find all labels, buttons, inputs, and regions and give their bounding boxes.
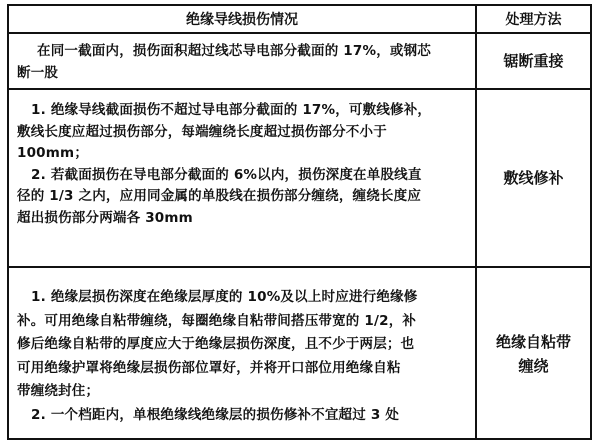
row-3-method bbox=[477, 268, 590, 440]
row-1-line-2: 断一股 bbox=[17, 64, 59, 81]
row-3-line-6: 2. 一个档距内，单根绝缘线绝缘层的损伤修补不宜超过 3 处 bbox=[31, 406, 400, 423]
row-3-method-line-2: 缠绕 bbox=[518, 357, 549, 375]
header-condition-text: 绝缘导线损伤情况 bbox=[186, 12, 298, 28]
row-3-line-5: 带缠绕封住； bbox=[17, 383, 100, 399]
row-2-line-6: 超出损伤部分两端各 30mm bbox=[17, 209, 193, 226]
row-2-line-3: 100mm； bbox=[17, 145, 89, 161]
row-3-line-2: 补。可用绝缘自粘带缠绕，每圈绝缘自粘带间搭压带宽的 1/2，补 bbox=[17, 312, 417, 329]
row-1-condition bbox=[9, 34, 475, 88]
row-3-line-4: 可用绝缘护罩将绝缘层损伤部位罩好，并将开口部位用绝缘自粘 bbox=[17, 359, 401, 376]
row-2-line-2: 敷线长度应超过损伤部分，每端缠绕长度超过损伤部分不小于 bbox=[17, 123, 387, 140]
row-2-line-1: 1. 绝缘导线截面损伤不超过导电部分截面的 17%，可敷线修补， bbox=[31, 102, 432, 118]
header-condition bbox=[9, 6, 475, 32]
row-3-line-1: 1. 绝缘层损伤深度在绝缘层厚度的 10%及以上时应进行绝缘修 bbox=[31, 289, 418, 305]
header-method bbox=[477, 6, 590, 32]
row-2-line-4: 2. 若截面损伤在导电部分截面的 6%以内，损伤深度在单股线直 bbox=[31, 166, 422, 183]
row-3-line-3: 修后绝缘自粘带的厚度应大于绝缘层损伤深度，且不少于两层；也 bbox=[17, 336, 415, 352]
row-2-line-5: 径的 1/3 之内，应用同金属的单股线在损伤部分缠绕，缠绕长度应 bbox=[17, 188, 422, 204]
row-2-method bbox=[477, 90, 590, 266]
header-method-text: 处理方法 bbox=[505, 12, 562, 28]
row-2-method-text: 敷线修补 bbox=[503, 169, 564, 187]
row-1-line-1: 在同一截面内，损伤面积超过线芯导电部分截面的 17%，或钢芯 bbox=[37, 43, 432, 59]
row-2-condition bbox=[9, 90, 475, 266]
damage-treatment-table bbox=[7, 4, 592, 440]
row-3-method-line-1: 绝缘自粘带 bbox=[495, 333, 571, 351]
row-3-condition bbox=[9, 268, 475, 440]
row-1-method bbox=[477, 34, 590, 88]
row-1-method-text: 锯断重接 bbox=[503, 52, 564, 70]
